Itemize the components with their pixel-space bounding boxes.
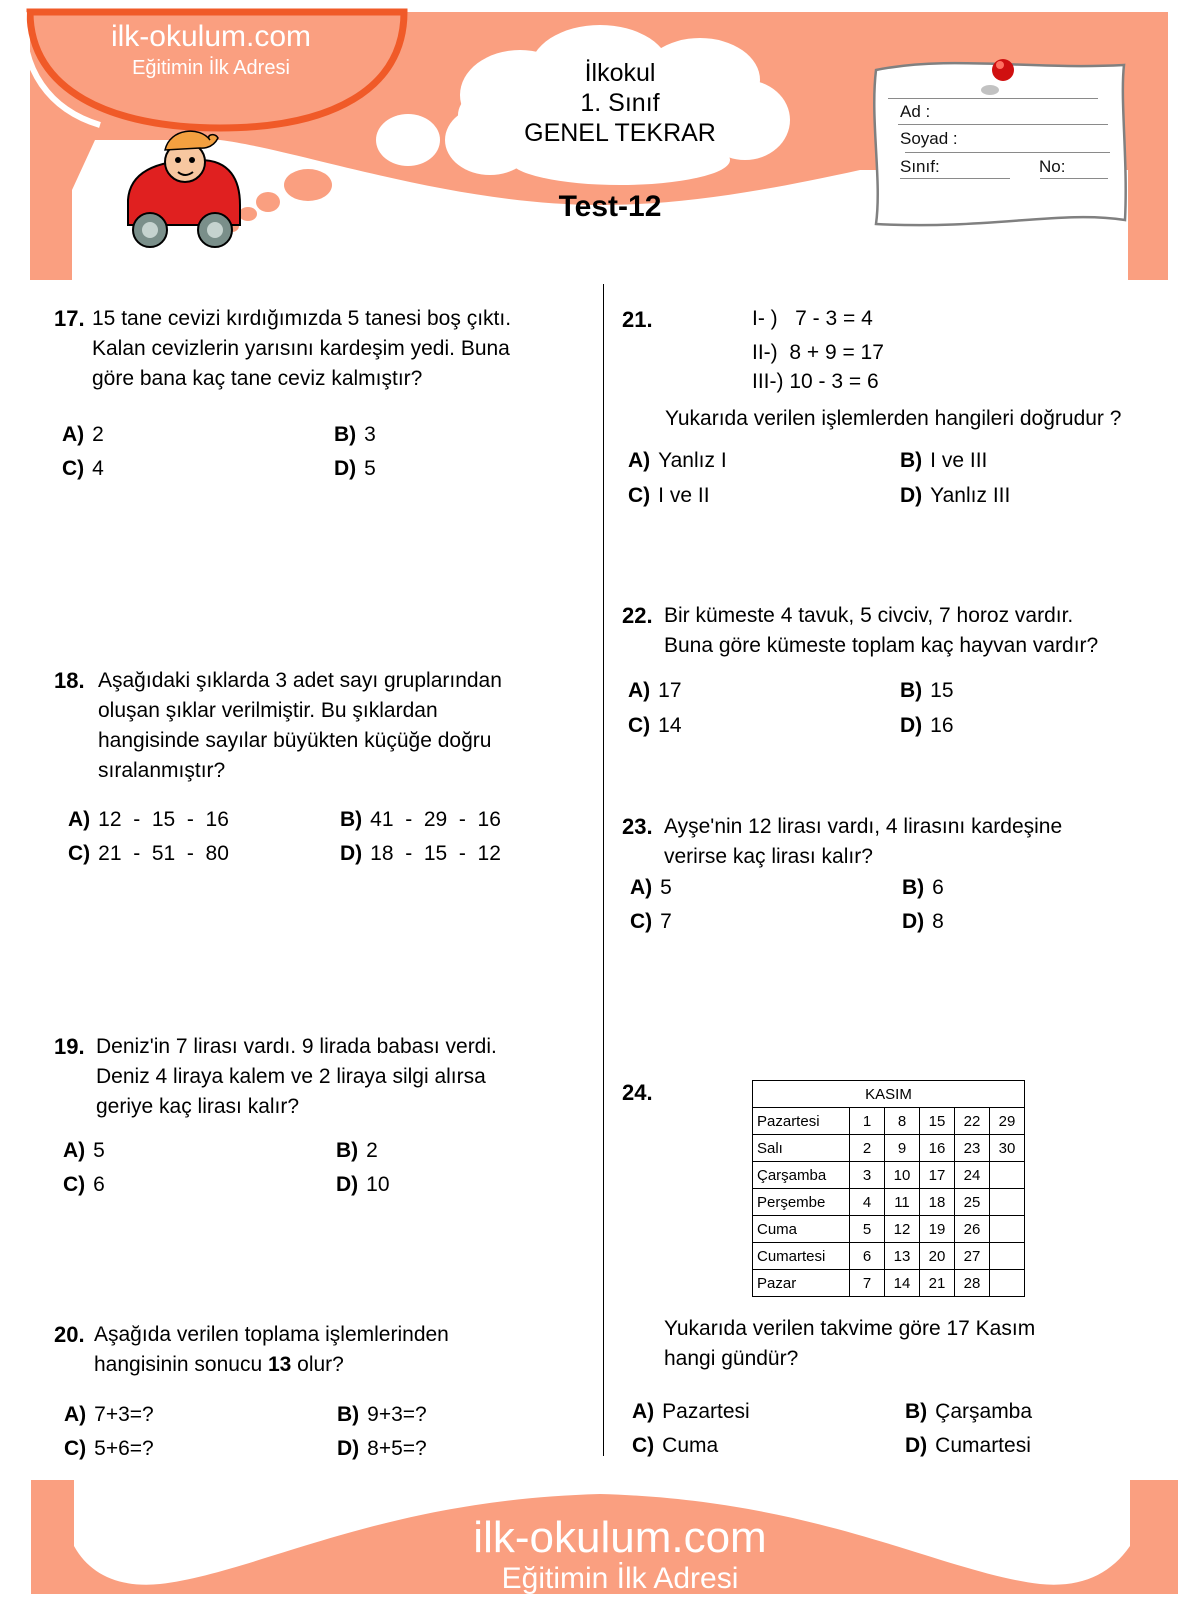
option-20-b[interactable]: [337, 1400, 427, 1430]
option-letter: B): [900, 449, 923, 472]
option-text: 3: [364, 423, 376, 446]
option-letter: A): [62, 423, 85, 446]
calendar-row: [753, 1162, 1025, 1189]
calendar-day-name: Salı: [753, 1135, 850, 1162]
calendar-date-cell: 14: [885, 1270, 920, 1297]
class-field-line[interactable]: [900, 178, 1010, 179]
option-text: 5: [660, 876, 672, 899]
car-cartoon-icon: [128, 131, 240, 247]
option-22-c[interactable]: [628, 711, 682, 741]
calendar-row: [753, 1243, 1025, 1270]
option-21-c[interactable]: [628, 481, 710, 511]
option-text: 5: [93, 1139, 105, 1162]
question-line: [94, 1350, 449, 1380]
option-20-c[interactable]: [64, 1434, 154, 1464]
option-letter: C): [632, 1434, 655, 1457]
question-text: [664, 601, 1098, 661]
option-24-b[interactable]: [905, 1397, 1032, 1427]
option-19-b[interactable]: [336, 1136, 378, 1166]
calendar-day-name: Cuma: [753, 1216, 850, 1243]
question-line: Buna göre kümeste toplam kaç hayvan vardır?: [664, 634, 1099, 657]
number-field-label: No:: [1039, 157, 1066, 176]
question-line: sıralanmıştır?: [98, 759, 226, 782]
calendar-day-name: Cumartesi: [753, 1243, 850, 1270]
calendar-date-cell: [990, 1243, 1025, 1270]
surname-field-line[interactable]: [905, 152, 1110, 153]
option-text: 6: [932, 876, 944, 899]
calendar-month: KASIM: [753, 1081, 1025, 1108]
calendar-date-cell: 17: [920, 1162, 955, 1189]
option-text: 12 - 15 - 16: [98, 808, 229, 831]
site-logo-title[interactable]: ilk-okulum.com: [110, 20, 312, 53]
november-calendar: [752, 1080, 1025, 1297]
option-text: Yanlız III: [930, 484, 1011, 507]
calendar-date-cell: 24: [955, 1162, 990, 1189]
option-letter: B): [902, 876, 925, 899]
statement-1: [752, 304, 873, 334]
calendar-date-cell: [990, 1270, 1025, 1297]
option-letter: B): [900, 679, 923, 702]
question-line: Yukarıda verilen takvime göre 17 Kasım: [664, 1317, 1036, 1340]
calendar-date-cell: 4: [850, 1189, 885, 1216]
option-letter: B): [340, 808, 363, 831]
option-letter: A): [628, 679, 651, 702]
option-text: 14: [658, 714, 682, 737]
question-text: [94, 1320, 449, 1380]
option-letter: D): [902, 910, 925, 933]
question-line: hangisinde sayılar büyükten küçüğe doğru: [98, 729, 492, 752]
calendar-day-name: Perşembe: [753, 1189, 850, 1216]
calendar-date-cell: 22: [955, 1108, 990, 1135]
option-letter: B): [336, 1139, 359, 1162]
option-21-a[interactable]: [628, 446, 727, 476]
calendar-date-cell: 6: [850, 1243, 885, 1270]
column-divider: [603, 284, 604, 1456]
option-18-d[interactable]: [340, 839, 501, 869]
option-letter: D): [334, 457, 357, 480]
option-text: 2: [366, 1139, 378, 1162]
option-23-d[interactable]: [902, 907, 944, 937]
question-number: 20.: [54, 1322, 85, 1347]
option-19-a[interactable]: [63, 1136, 105, 1166]
option-letter: D): [905, 1434, 928, 1457]
question-line: oluşan şıklar verilmiştir. Bu şıklardan: [98, 699, 438, 722]
calendar-row: [753, 1189, 1025, 1216]
calendar-date-cell: 16: [920, 1135, 955, 1162]
calendar-date-cell: 5: [850, 1216, 885, 1243]
calendar-date-cell: 7: [850, 1270, 885, 1297]
option-letter: A): [68, 808, 91, 831]
question-24-text: [664, 1314, 1035, 1374]
grade-level: 1. Sınıf: [580, 89, 660, 117]
subject-title: GENEL TEKRAR: [524, 119, 716, 147]
calendar-date-cell: 28: [955, 1270, 990, 1297]
calendar-date-cell: 26: [955, 1216, 990, 1243]
option-21-b[interactable]: [900, 446, 987, 476]
question-number: 18.: [54, 668, 85, 693]
calendar-day-name: Pazar: [753, 1270, 850, 1297]
question-number: 21.: [622, 307, 653, 332]
calendar-day-name: Pazartesi: [753, 1108, 850, 1135]
option-letter: A): [630, 876, 653, 899]
question-text: [98, 666, 502, 786]
option-text: Cumartesi: [935, 1434, 1031, 1457]
option-23-b[interactable]: [902, 873, 944, 903]
question-text: [92, 304, 511, 394]
question-line: göre bana kaç tane ceviz kalmıştır?: [92, 367, 423, 390]
option-text: 8+5=?: [367, 1437, 427, 1460]
calendar-date-cell: 10: [885, 1162, 920, 1189]
statement-expression: 10 - 3 = 6: [789, 370, 879, 393]
option-23-c[interactable]: [630, 907, 672, 937]
option-20-d[interactable]: [337, 1434, 427, 1464]
option-letter: B): [905, 1400, 928, 1423]
question-line: verirse kaç lirası kalır?: [664, 845, 873, 868]
footer-site-name[interactable]: ilk-okulum.com: [473, 1513, 767, 1562]
site-logo-slogan: Eğitimin İlk Adresi: [132, 57, 290, 79]
worksheet-heading: [480, 58, 760, 148]
option-letter: A): [63, 1139, 86, 1162]
question-line: 15 tane cevizi kırdığımızda 5 tanesi boş çıktı.: [92, 307, 512, 330]
statement-3: [752, 367, 879, 397]
statement-expression: 8 + 9 = 17: [789, 341, 884, 364]
calendar-date-cell: 18: [920, 1189, 955, 1216]
statement-expression: 7 - 3 = 4: [795, 307, 873, 330]
question-line: geriye kaç lirası kalır?: [96, 1095, 300, 1118]
question-line: Aşağıdaki şıklarda 3 adet sayı gruplarından: [98, 669, 502, 692]
option-18-a[interactable]: [68, 805, 229, 835]
calendar-date-cell: 2: [850, 1135, 885, 1162]
option-19-c[interactable]: [63, 1170, 105, 1200]
question-line: Aşağıda verilen toplama işlemlerinden: [94, 1323, 449, 1346]
question-text-part: hangisinin sonucu: [94, 1353, 268, 1376]
statement-2: [752, 338, 884, 368]
calendar-date-cell: [990, 1216, 1025, 1243]
target-sum: 13: [267, 1353, 292, 1376]
class-field-label: Sınıf:: [900, 157, 940, 176]
question-line: Bir kümeste 4 tavuk, 5 civciv, 7 horoz vardır.: [664, 604, 1074, 627]
surname-field-label: Soyad :: [900, 129, 958, 148]
statement-label: II-): [752, 341, 778, 364]
school-level: İlkokul: [584, 59, 656, 87]
question-number: 19.: [54, 1034, 85, 1059]
option-24-c[interactable]: [632, 1431, 718, 1461]
option-letter: D): [900, 714, 923, 737]
option-18-b[interactable]: [340, 805, 501, 835]
question-text: [96, 1032, 497, 1122]
option-text: Çarşamba: [935, 1400, 1033, 1423]
calendar-row: [753, 1270, 1025, 1297]
option-text: 21 - 51 - 80: [98, 842, 229, 865]
option-letter: D): [337, 1437, 360, 1460]
option-letter: C): [62, 457, 85, 480]
question-prompt: Yukarıda verilen işlemlerden hangileri doğrudur ?: [665, 407, 1122, 430]
option-21-d[interactable]: [900, 481, 1010, 511]
option-text: 5: [364, 457, 376, 480]
calendar-date-cell: 8: [885, 1108, 920, 1135]
calendar-date-cell: 13: [885, 1243, 920, 1270]
option-letter: C): [628, 484, 651, 507]
question-number: 23.: [622, 814, 653, 839]
option-22-d[interactable]: [900, 711, 954, 741]
question-line: Ayşe'nin 12 lirası vardı, 4 lirasını kardeşine: [664, 815, 1063, 838]
calendar-date-cell: 11: [885, 1189, 920, 1216]
option-text: 18 - 15 - 12: [370, 842, 501, 865]
calendar-date-cell: 25: [955, 1189, 990, 1216]
option-24-d[interactable]: [905, 1431, 1031, 1461]
question-text: [664, 812, 1062, 872]
question-line: hangi gündür?: [664, 1347, 799, 1370]
option-text: I ve III: [930, 449, 988, 472]
calendar-date-cell: 1: [850, 1108, 885, 1135]
option-text: 2: [92, 423, 104, 446]
statement-label: I- ): [752, 307, 778, 330]
option-text: I ve II: [658, 484, 710, 507]
calendar-date-cell: 15: [920, 1108, 955, 1135]
option-letter: C): [68, 842, 91, 865]
question-number: 17.: [54, 306, 85, 331]
option-text: 16: [930, 714, 954, 737]
option-24-a[interactable]: [632, 1397, 750, 1427]
option-letter: C): [628, 714, 651, 737]
calendar-date-cell: 23: [955, 1135, 990, 1162]
option-22-a[interactable]: [628, 676, 682, 706]
calendar-day-name: Çarşamba: [753, 1162, 850, 1189]
option-text: 7+3=?: [94, 1403, 154, 1426]
option-text: 10: [366, 1173, 390, 1196]
option-letter: B): [334, 423, 357, 446]
calendar-date-cell: 30: [990, 1135, 1025, 1162]
footer-slogan: Eğitimin İlk Adresi: [501, 1562, 739, 1595]
calendar-date-cell: 9: [885, 1135, 920, 1162]
option-letter: B): [337, 1403, 360, 1426]
option-17-b[interactable]: [334, 420, 376, 450]
option-22-b[interactable]: [900, 676, 954, 706]
option-18-c[interactable]: [68, 839, 229, 869]
question-number: 22.: [622, 603, 653, 628]
option-text: 4: [92, 457, 104, 480]
option-text: 7: [660, 910, 672, 933]
option-letter: D): [340, 842, 363, 865]
name-field-line[interactable]: [898, 124, 1108, 125]
calendar-date-cell: [990, 1162, 1025, 1189]
calendar-date-cell: 20: [920, 1243, 955, 1270]
question-line: Deniz'in 7 lirası vardı. 9 lirada babası verdi.: [96, 1035, 497, 1058]
calendar-date-cell: 21: [920, 1270, 955, 1297]
number-field-line[interactable]: [1040, 178, 1108, 179]
option-text: Yanlız I: [658, 449, 727, 472]
option-text: Pazartesi: [662, 1400, 750, 1423]
name-field-label: Ad :: [900, 102, 931, 121]
calendar-row: [753, 1135, 1025, 1162]
calendar-date-cell: 19: [920, 1216, 955, 1243]
calendar-date-cell: 27: [955, 1243, 990, 1270]
option-19-d[interactable]: [336, 1170, 390, 1200]
option-20-a[interactable]: [64, 1400, 154, 1430]
option-letter: C): [64, 1437, 87, 1460]
calendar-row: [753, 1216, 1025, 1243]
statement-label: III-): [752, 370, 784, 393]
option-text: 15: [930, 679, 954, 702]
calendar-date-cell: 12: [885, 1216, 920, 1243]
option-text: 8: [932, 910, 944, 933]
option-letter: C): [63, 1173, 86, 1196]
option-text: 9+3=?: [367, 1403, 427, 1426]
option-text: 5+6=?: [94, 1437, 154, 1460]
option-letter: A): [632, 1400, 655, 1423]
option-text: 17: [658, 679, 682, 702]
calendar-date-cell: 3: [850, 1162, 885, 1189]
calendar-date-cell: 29: [990, 1108, 1025, 1135]
option-17-c[interactable]: [62, 454, 104, 484]
option-letter: D): [336, 1173, 359, 1196]
option-text: 41 - 29 - 16: [370, 808, 501, 831]
option-letter: D): [900, 484, 923, 507]
question-line: Kalan cevizlerin yarısını kardeşim yedi. Buna: [92, 337, 510, 360]
option-letter: C): [630, 910, 653, 933]
test-title: Test-12: [558, 190, 662, 223]
name-card-rule: [888, 98, 1098, 99]
option-17-d[interactable]: [334, 454, 376, 484]
option-letter: A): [64, 1403, 87, 1426]
calendar-row: [753, 1108, 1025, 1135]
option-text: 6: [93, 1173, 105, 1196]
option-text: Cuma: [662, 1434, 719, 1457]
option-23-a[interactable]: [630, 873, 672, 903]
question-number: 24.: [622, 1080, 653, 1105]
question-text-part: olur?: [291, 1353, 344, 1376]
option-letter: A): [628, 449, 651, 472]
option-17-a[interactable]: [62, 420, 104, 450]
calendar-date-cell: [990, 1189, 1025, 1216]
question-line: Deniz 4 liraya kalem ve 2 liraya silgi alırsa: [96, 1065, 486, 1088]
